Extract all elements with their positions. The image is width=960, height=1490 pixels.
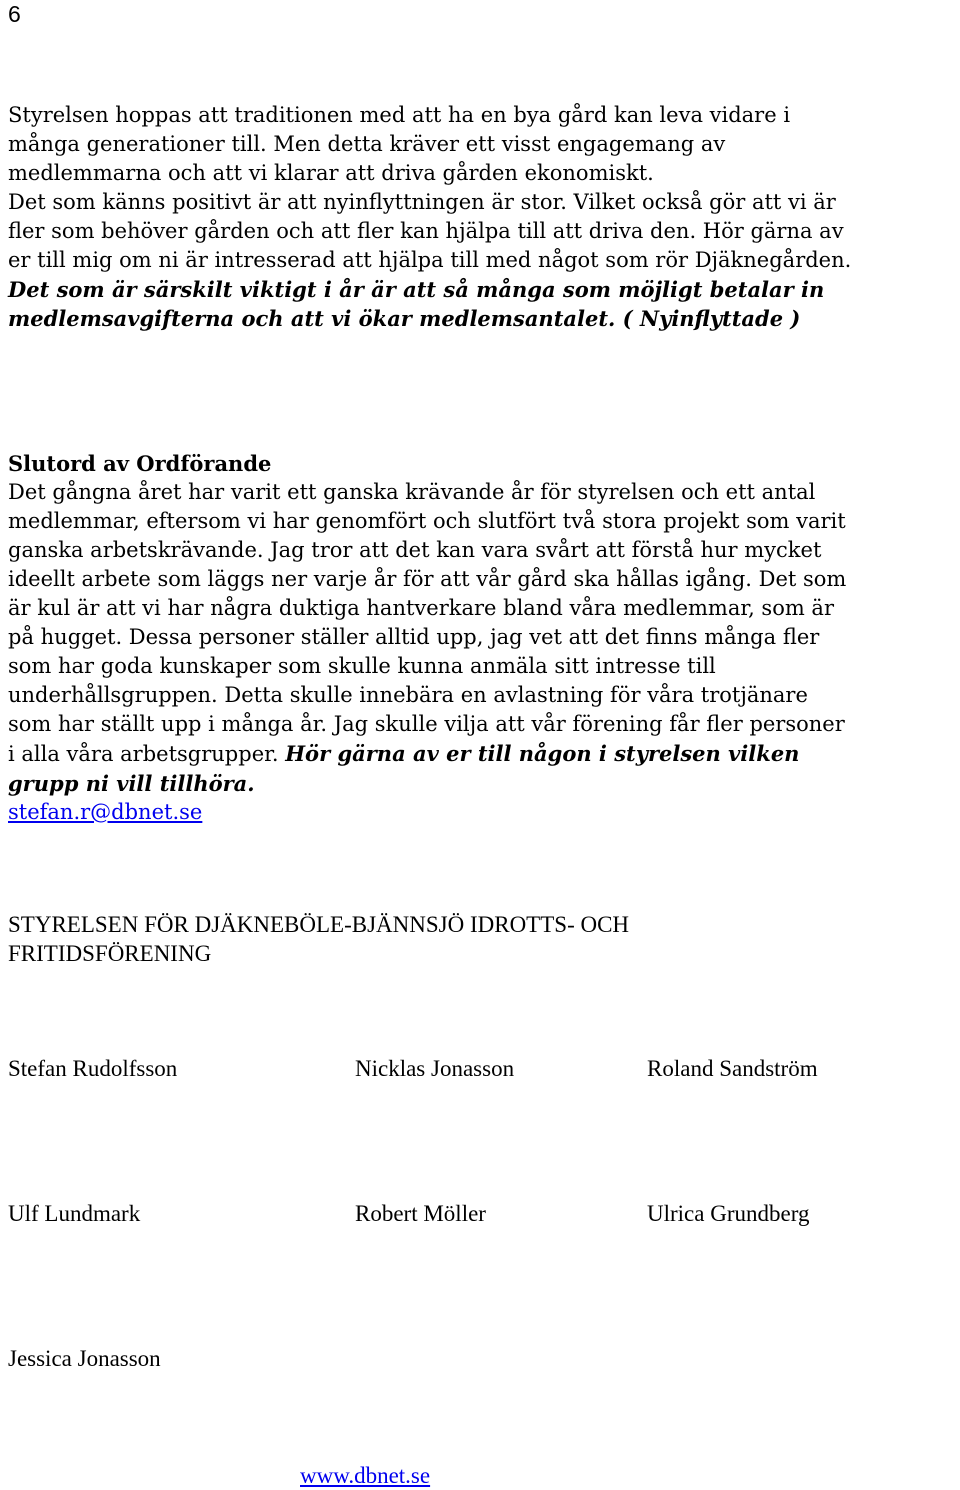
intro-emphasis-line: medlemsavgifterna och att vi ökar medlemsantalet. ( Nyinflyttade ): [8, 306, 801, 331]
closing-paragraph: [8, 478, 846, 827]
board-member-name: Ulrica Grundberg: [647, 1201, 810, 1226]
closing-line: medlemmar, eftersom vi har genomfört och slutfört två stora projekt som varit: [8, 509, 846, 533]
closing-last-line-plain: i alla våra arbetsgrupper.: [8, 742, 286, 766]
intro-line: Det som känns positivt är att nyinflyttningen är stor. Vilket också gör att vi är: [8, 190, 836, 214]
intro-line: fler som behöver gården och att fler kan hjälpa till att driva den. Hör gärna av: [8, 219, 844, 243]
closing-line: ideellt arbete som läggs ner varje år för att vår gård ska hållas igång. Det som: [8, 567, 847, 591]
closing-line: som har goda kunskaper som skulle kunna anmäla sitt intresse till: [8, 654, 716, 678]
website-link[interactable]: www.dbnet.se: [300, 1463, 431, 1488]
intro-line: Styrelsen hoppas att traditionen med att ha en bya gård kan leva vidare i: [8, 103, 791, 127]
closing-line: underhållsgruppen. Detta skulle innebära en avlastning för våra trotjänare: [8, 683, 808, 707]
closing-emphasis-end: grupp ni vill tillhöra.: [8, 771, 255, 796]
closing-line: ganska arbetskrävande. Jag tror att det kan vara svårt att förstå hur mycket: [8, 538, 822, 562]
board-member-name: Jessica Jonasson: [8, 1346, 161, 1371]
intro-line: medlemmarna och att vi klarar att driva gården ekonomiskt.: [8, 161, 654, 185]
board-member-name: Roland Sandström: [647, 1056, 818, 1081]
board-member-name: Stefan Rudolfsson: [8, 1056, 178, 1081]
closing-line: Det gångna året har varit ett ganska krävande år för styrelsen och ett antal: [8, 480, 816, 504]
intro-line: många generationer till. Men detta kräver ett visst engagemang av: [8, 132, 726, 156]
email-link[interactable]: stefan.r@dbnet.se: [8, 800, 203, 824]
board-title-line: FRITIDSFÖRENING: [8, 941, 212, 966]
board-title: [8, 910, 629, 968]
board-title-line: STYRELSEN FÖR DJÄKNEBÖLE-BJÄNNSJÖ IDROTTS- OCH: [8, 912, 630, 937]
intro-line: er till mig om ni är intresserad att hjälpa till med något som rör Djäknegården.: [8, 248, 852, 272]
board-member-name: Nicklas Jonasson: [355, 1056, 515, 1081]
closing-line: som har ställt upp i många år. Jag skulle vilja att vår förening får fler personer: [8, 712, 845, 736]
closing-heading: Slutord av Ordförande: [8, 451, 272, 476]
board-member-name: Ulf Lundmark: [8, 1201, 141, 1226]
closing-emphasis: Hör gärna av er till någon i styrelsen vilken: [285, 741, 800, 766]
closing-line: är kul är att vi har några duktiga hantverkare bland våra medlemmar, som är: [8, 596, 834, 620]
intro-emphasis-line: Det som är särskilt viktigt i år är att så många som möjligt betalar in: [8, 277, 825, 302]
board-member-name: Robert Möller: [355, 1201, 486, 1226]
closing-line: på hugget. Dessa personer ställer alltid upp, jag vet att det finns många fler: [8, 625, 820, 649]
closing-last-line: [8, 739, 846, 769]
page-number: 6: [8, 1, 21, 27]
intro-paragraph: [8, 101, 851, 333]
